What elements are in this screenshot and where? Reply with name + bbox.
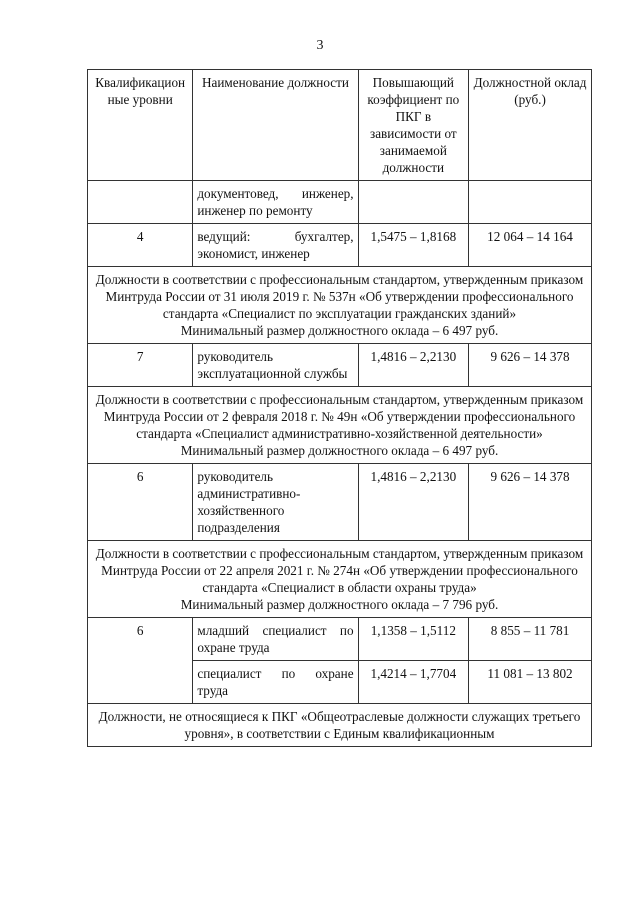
row-coefficient: 1,4816 – 2,2130 [358,344,469,387]
salary-table [87,69,592,747]
header-salary: Должностной оклад (руб.) [469,70,592,181]
row-salary: 12 064 – 14 164 [469,224,592,267]
table-row [88,224,592,267]
section-text: Должности в соответствии с профессиональным стандартом, утвержденным приказом Минтруда России от 31 июля 2019 г. № 537н «Об утверждении профессионального стандарта «Специалист по эксплуатации гражданских зданий» [95,272,584,321]
row-position: специалист по охране труда [193,661,358,704]
section-min-salary: Минимальный размер должностного оклада – 6 497 руб. [180,323,499,338]
page-number: 3 [316,38,324,53]
row-position: руководитель административно-хозяйственного подразделения [193,464,358,541]
section-cell [88,704,592,747]
row-level: 6 [88,464,193,541]
section-cell [88,541,592,618]
table-row [88,181,592,224]
row-coefficient [358,181,469,224]
section-min-salary: Минимальный размер должностного оклада – 7 796 руб. [180,597,499,612]
row-level: 4 [88,224,193,267]
table-row [88,344,592,387]
row-salary: 8 855 – 11 781 [469,618,592,661]
section-text: Должности, не относящиеся к ПКГ «Общеотраслевые должности служащих третьего уровня», в соответствии с Единым квалификационным [98,709,581,741]
row-salary: 11 081 – 13 802 [469,661,592,704]
section-text: Должности в соответствии с профессиональным стандартом, утвержденным приказом Минтруда России от 2 февраля 2018 г. № 49н «Об утверждении профессионального стандарта «Специалист административно-хозяйственной деятельности» [95,392,584,441]
row-salary [469,181,592,224]
row-position: младший специалист по охране труда [193,618,358,661]
row-salary: 9 626 – 14 378 [469,344,592,387]
row-coefficient: 1,1358 – 1,5112 [358,618,469,661]
row-salary: 9 626 – 14 378 [469,464,592,541]
table-row [88,618,592,661]
table-row [88,464,592,541]
section-row [88,387,592,464]
row-position: руководитель эксплуатационной службы [193,344,358,387]
section-row [88,267,592,344]
header-coefficient: Повышающий коэффициент по ПКГ в зависимости от занимаемой должности [358,70,469,181]
section-text: Должности в соответствии с профессиональным стандартом, утвержденным приказом Минтруда России от 22 апреля 2021 г. № 274н «Об утверждении профессионального стандарта «Специалист в области охраны труда» [95,546,584,595]
section-cell [88,267,592,344]
row-coefficient: 1,4214 – 1,7704 [358,661,469,704]
row-coefficient: 1,4816 – 2,2130 [358,464,469,541]
header-level: Квалификацион ные уровни [88,70,193,181]
section-row [88,704,592,747]
row-level: 6 [88,618,193,704]
table-header-row [88,70,592,181]
section-min-salary: Минимальный размер должностного оклада – 6 497 руб. [180,443,499,458]
row-level [88,181,193,224]
section-cell [88,387,592,464]
header-position: Наименование должности [193,70,358,181]
row-position: ведущий: бухгалтер, экономист, инженер [193,224,358,267]
row-level: 7 [88,344,193,387]
section-row [88,541,592,618]
row-coefficient: 1,5475 – 1,8168 [358,224,469,267]
row-position: документовед, инженер, инженер по ремонту [193,181,358,224]
